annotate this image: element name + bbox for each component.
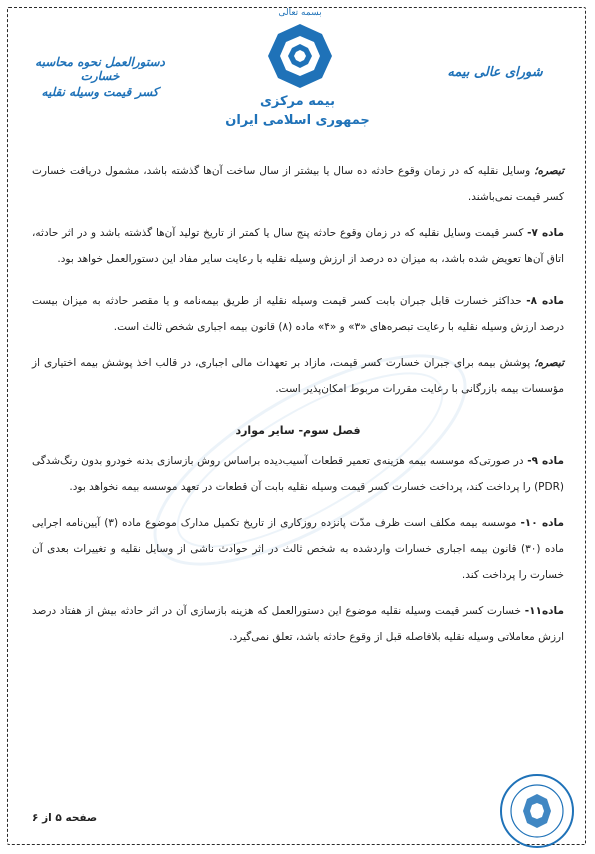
paragraph-label: ماده۱۱- [524, 605, 564, 617]
basmala-text: بسمه تعالی [278, 8, 322, 18]
document-title-line1: دستورالعمل نحوه محاسبه خسارت [35, 55, 165, 83]
central-insurance-logo-icon [250, 22, 350, 90]
paragraph-label: ماده ۷- [527, 227, 564, 239]
page-number: صفحه ۵ از ۶ [32, 812, 98, 824]
paragraph-text: موسسه بیمه مکلف است ظرف مدّت پانزده روزکاری از تاریخ تکمیل مدارک موضوع ماده (۳) آیین‌نامه اجرایی ماده (۳۰) قانون بیمه اجباری خسارات واردشده به شخص ثالث در اثر حوادث ناشی از وسایل نقلیه و تغییرات بعدی آن خسارت را پرداخت کند. [32, 517, 564, 581]
document-title-line2: کسر قیمت وسیله نقلیه [41, 85, 159, 99]
paragraph-label: تبصره؛ [534, 165, 564, 177]
paragraph [32, 510, 564, 588]
paragraph-text: حداکثر خسارت قابل جبران بابت کسر قیمت وسیله نقلیه از طریق بیمه‌نامه و یا مقصر حادثه به میزان بیست درصد ارزش وسیله نقلیه با رعایت تبصره‌های «۳» و «۴» ماده (۸) قانون بیمه اجباری شخص ثالث است. [32, 295, 564, 333]
paragraph [32, 220, 564, 272]
document-body [32, 158, 564, 660]
org-name-line1: بیمه مرکزی [259, 94, 335, 109]
paragraph [32, 350, 564, 402]
org-name-line2: جمهوری اسلامی ایران [225, 113, 370, 128]
paragraph-label: ماده ۹- [527, 455, 564, 467]
paragraph-text: در صورتی‌که موسسه بیمه هزینه‌ی تعمیر قطعات آسیب‌دیده براساس روش بازسازی بدنه خودرو بدون رنگ‌شدگی (PDR) را پرداخت کند، پرداخت خسارت کسر قیمت وسیله نقلیه بابت آن قطعات در تعهد موسسه بیمه نخواهد بود. [32, 455, 564, 493]
official-seal-icon [498, 772, 576, 850]
council-title: شورای عالی بیمه [447, 65, 543, 80]
paragraph-text: خسارت کسر قیمت وسیله نقلیه موضوع این دستورالعمل که هزینه بازسازی آن در اثر حادثه بیش از هفتاد درصد ارزش معاملاتی وسیله نقلیه بلافاصله قبل از وقوع حادثه باشد، تعلق نمی‌گیرد. [32, 605, 564, 643]
paragraph-text: پوشش بیمه برای جبران خسارت کسر قیمت، مازاد بر تعهدات مالی اجباری، در قالب اخذ پوشش بیمه اختیاری از مؤسسات بیمه بازرگانی با رعایت مقررات مربوط امکان‌پذیر است. [32, 357, 564, 395]
paragraph-label: تبصره؛ [534, 357, 564, 369]
paragraph [32, 448, 564, 500]
paragraph-text: وسایل نقلیه که در زمان وقوع حادثه ده سال یا بیشتر از سال ساخت آن‌ها گذشته باشد، مشمول دریافت خسارت کسر قیمت نمی‌باشند. [32, 165, 564, 203]
paragraph [32, 598, 564, 650]
section-heading: فصل سوم- سایر موارد [235, 424, 361, 437]
letterhead [0, 0, 595, 145]
paragraph-label: ماده ۱۰- [520, 517, 564, 529]
paragraph [32, 158, 564, 210]
paragraph [32, 288, 564, 340]
paragraph-label: ماده ۸- [526, 295, 564, 307]
paragraph-text: کسر قیمت وسایل نقلیه که در زمان وقوع حادثه پنج سال یا کمتر از تاریخ تولید آن‌ها گذشته باشد و در اثر حادثه، اتاق آن‌ها تعویض شده باشد، به میزان ده درصد از ارزش وسیله نقلیه با رعایت سایر مفاد این دستورالعمل خواهد بود. [32, 227, 564, 265]
